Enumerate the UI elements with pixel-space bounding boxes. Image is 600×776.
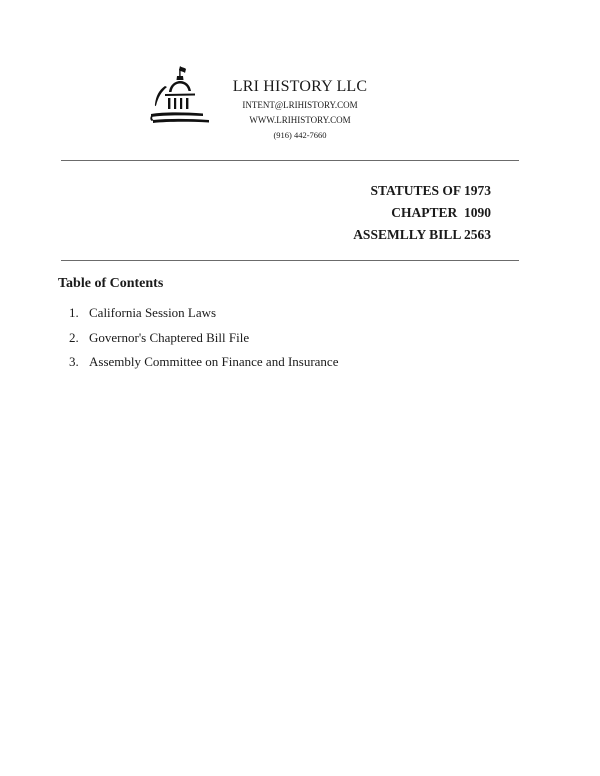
toc-item-label: Assembly Committee on Finance and Insurance xyxy=(89,354,339,369)
statute-chapter: CHAPTER 1090 xyxy=(391,205,491,220)
company-name: LRI HISTORY LLC xyxy=(232,78,368,95)
statute-block xyxy=(353,180,491,246)
statute-divider xyxy=(61,260,519,261)
company-website: WWW.LRIHISTORY.COM xyxy=(249,115,351,125)
toc-item-session-laws xyxy=(69,305,338,330)
company-phone: (916) 442-7660 xyxy=(273,130,327,140)
toc-list xyxy=(69,305,338,379)
toc-item-number: 1. xyxy=(69,305,79,320)
header-divider xyxy=(61,160,519,161)
toc-item-label: Governor's Chaptered Bill File xyxy=(89,329,250,345)
toc-heading: Table of Contents xyxy=(58,276,164,291)
statute-bill: ASSEMLLY BILL 2563 xyxy=(353,227,491,242)
toc-item-governors-file xyxy=(69,330,338,355)
toc-item-number: 3. xyxy=(69,354,79,369)
toc-item-assembly-committee xyxy=(69,354,338,379)
statute-year: STATUTES OF 1973 xyxy=(370,183,491,198)
toc-item-number: 2. xyxy=(69,329,79,345)
toc-item-label: California Session Laws xyxy=(89,305,217,320)
company-email: INTENT@LRIHISTORY.COM xyxy=(242,100,358,110)
